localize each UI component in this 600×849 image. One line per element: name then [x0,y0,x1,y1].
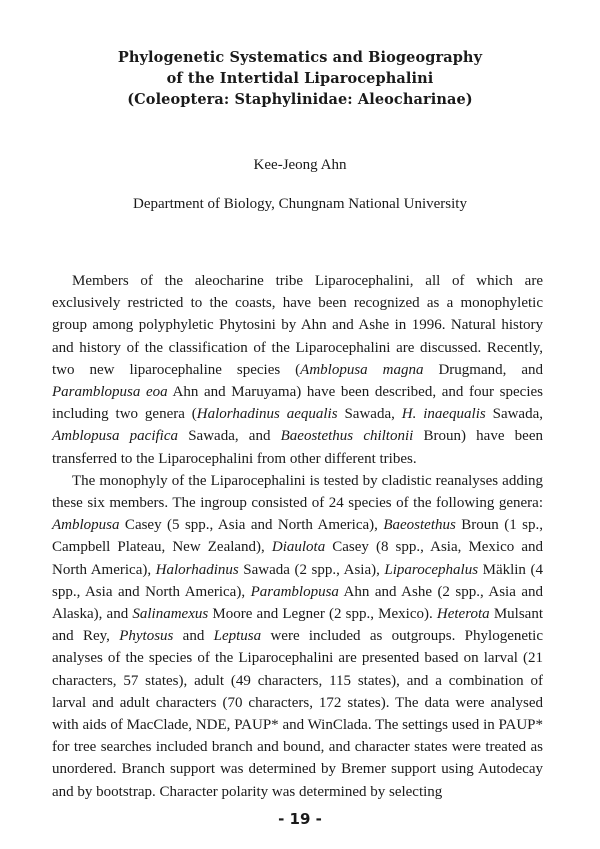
taxon-name: Liparocephalus [384,561,479,578]
taxon-name: Heterota [436,606,490,623]
text-run: Ahn and Ashe (2 spp., Asia and Alaska), and [52,583,543,623]
taxon-name: Amblopusa [52,517,120,534]
taxon-name: Leptusa [213,628,262,645]
taxon-name: Halorhadinus [155,561,239,578]
author-affiliation: Department of Biology, Chungnam National University [133,196,467,212]
taxon-name: Halorhadinus aequalis [196,406,338,423]
title-line-1: Phylogenetic Systematics and Biogeography [117,49,483,66]
taxon-name: Baeostethus [383,517,456,534]
taxon-name: Paramblopusa [250,583,339,600]
body-paragraph-2 [52,470,543,803]
text-run: Broun) have been transferred to the Liparocephalini from other different tribes. [52,428,543,467]
paper-title [0,47,600,110]
title-line-3: (Coleoptera: Staphylinidae: Aleocharinae) [127,91,473,108]
taxon-name: H. inaequalis [401,406,486,423]
taxon-name: Phytosus [119,628,174,645]
text-run: Sawada (2 spp., Asia), [238,561,385,578]
taxon-name: Salinamexus [132,606,209,623]
text-run: were included as outgroups. Phylogenetic analyses of the species of the Liparocephalini are presented based on larval (21 characters, 57 states), adult (49 characters, 115 states), and a combination of larval and adult characters (70 characters, 172 states). The data were analysed with aids of MacClade, NDE, PAUP* and WinClada. The settings used in PAUP* for tree searches included branch and bound, and character states were treated as unordered. Branch support was determined by Bremer support using Autodecay and by bootstrap. Character polarity was determined by selecting [52,628,543,800]
taxon-name: Baeostethus chiltonii [280,428,414,445]
text-run: Casey (8 spp., Asia, Mexico and North America), [52,539,543,578]
text-run: Mäklin (4 spp., Asia and North America), [52,561,543,600]
text-run: Drugmand, and [423,361,543,378]
text-run: Ahn and Maruyama) have been described, and four species including two genera ( [52,384,543,423]
text-run: Members of the aleocharine tribe Liparocephalini, all of which are exclusively restricted to the coasts, have been recognized as a monophyletic group among polyphyletic Phytosini by Ahn and Ashe in 1996. Natural history and history of the classification of the Liparocephalini are discussed. Recently, two new liparocephaline species ( [52,273,543,378]
taxon-name: Amblopusa magna [300,361,424,378]
text-run: Sawada, and [178,428,281,445]
taxon-name: Diaulota [271,539,326,556]
taxon-name: Paramblopusa eoa [52,384,168,401]
text-run: Broun (1 sp., Campbell Plateau, New Zealand), [52,517,543,556]
text-run: and [173,628,214,645]
text-run: Moore and Legner (2 spp., Mexico). [208,606,437,623]
title-line-2: of the Intertidal Liparocephalini [166,70,434,87]
taxon-name: Amblopusa pacifica [52,428,179,445]
text-run: The monophyly of the Liparocephalini is tested by cladistic reanalyses adding these six members. The ingroup consisted of 24 species of the following genera: [52,472,543,512]
body-paragraph-1 [52,270,543,470]
text-run: Casey (5 spp., Asia and North America), [119,517,384,534]
text-run: Mulsant and Rey, [52,606,543,645]
abstract-body [52,270,543,803]
page-number: - 19 - [278,810,322,828]
author-name: Kee-Jeong Ahn [253,157,347,173]
text-run: Sawada, [337,406,402,423]
text-run: Sawada, [485,406,543,423]
